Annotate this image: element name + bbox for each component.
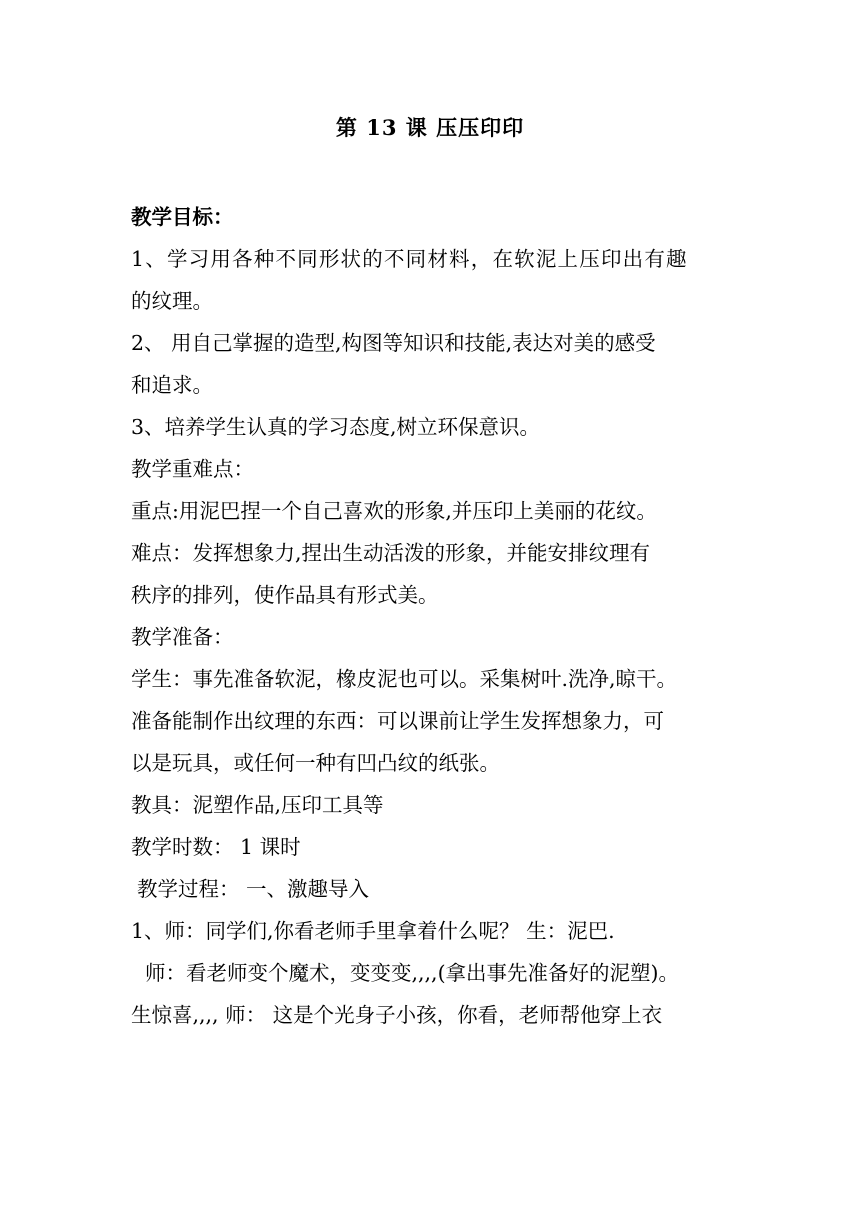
prep-students-cont-2: 以是玩具，或任何一种有凹凸纹的纸张。 xyxy=(131,751,500,775)
difficulty-cont: 秩序的排列，使作品具有形式美。 xyxy=(131,583,439,607)
objective-2-cont: 和追求。 xyxy=(131,373,213,397)
objective-3: 3、培养学生认真的学习态度,树立环保意识。 xyxy=(131,415,541,439)
objective-1: 1、学习用各种不同形状的不同材料，在软泥上压印出有趣 xyxy=(131,247,688,271)
objective-1-cont: 的纹理。 xyxy=(131,289,213,313)
key-point: 重点:用泥巴捏一个自己喜欢的形象,并压印上美丽的花纹。 xyxy=(131,499,657,523)
section-heading-preparation: 教学准备： xyxy=(131,625,234,649)
objective-2: 2、 用自己掌握的造型,构图等知识和技能,表达对美的感受 xyxy=(131,331,656,355)
difficulty: 难点：发挥想象力,捏出生动活泼的形象，并能安排纹理有 xyxy=(131,541,651,565)
lesson-body xyxy=(131,196,731,1036)
section-heading-process: 教学过程： 一、激趣导入 xyxy=(137,877,370,901)
prep-students-cont-1: 准备能制作出纹理的东西：可以课前让学生发挥想象力，可 xyxy=(131,709,664,733)
section-heading-key-points: 教学重难点： xyxy=(131,457,254,481)
prep-students: 学生：事先准备软泥，橡皮泥也可以。采集树叶.洗净,晾干。 xyxy=(131,667,678,691)
process-step-1: 1、师：同学们,你看老师手里拿着什么呢？ 生：泥巴. xyxy=(131,919,615,943)
process-step-1-cont-2: 生惊喜,,,, 师： 这是个光身子小孩，你看，老师帮他穿上衣 xyxy=(131,1003,663,1027)
section-heading-objectives: 教学目标： xyxy=(131,205,234,229)
class-hours: 教学时数： 1 课时 xyxy=(131,835,301,859)
lesson-title: 第 13 课 压压印印 xyxy=(335,115,525,140)
process-step-1-cont: 师：看老师变个魔术，变变变,,,,(拿出事先准备好的泥塑)。 xyxy=(145,961,680,985)
prep-teaching-aids: 教具：泥塑作品,压印工具等 xyxy=(131,793,384,817)
